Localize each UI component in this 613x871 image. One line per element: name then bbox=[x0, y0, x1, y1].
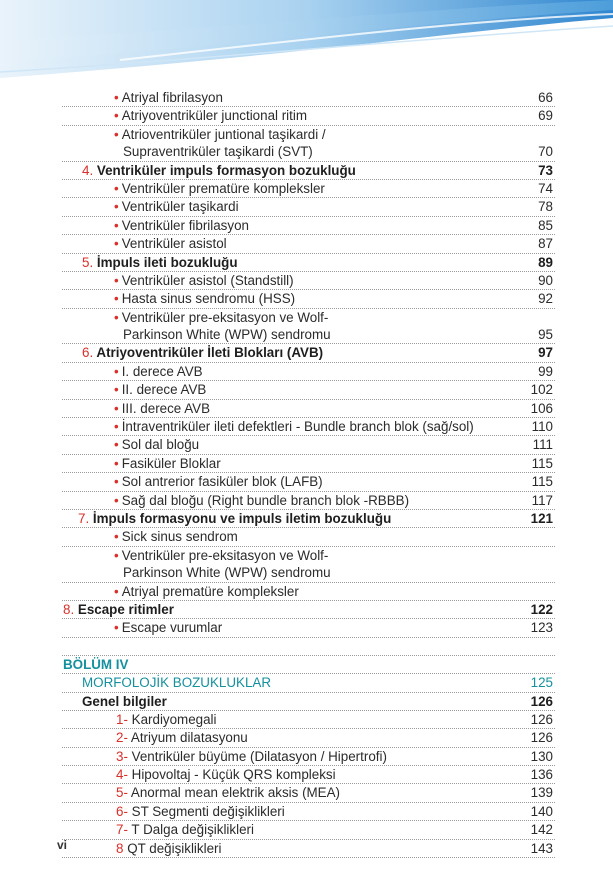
toc-heading[interactable] bbox=[62, 510, 555, 528]
toc-heading-title: MORFOLOJİK BOZUKLUKLAR bbox=[82, 675, 271, 691]
bullet-icon: • bbox=[114, 291, 119, 307]
toc-entry[interactable] bbox=[62, 547, 555, 564]
toc-entry-title: Hipovoltaj - Küçük QRS kompleksi bbox=[131, 767, 336, 783]
toc-entry-title: T Dalga değişiklikleri bbox=[131, 822, 254, 838]
toc-page-number: 85 bbox=[538, 217, 553, 233]
decorative-header-banner bbox=[0, 0, 613, 90]
toc-entry[interactable] bbox=[62, 473, 555, 491]
toc-entry-title: III. derece AVB bbox=[121, 400, 211, 416]
toc-page-number: 110 bbox=[531, 419, 553, 435]
toc-page-number: 66 bbox=[538, 90, 553, 105]
toc-entry-title: Supraventriküler taşikardi (SVT) bbox=[123, 144, 313, 160]
toc-entry[interactable] bbox=[62, 198, 555, 216]
toc-entry[interactable] bbox=[62, 89, 555, 107]
toc-entry-title: Sağ dal bloğu (Right bundle branch blok -RBBB) bbox=[121, 492, 410, 508]
bullet-icon: • bbox=[114, 400, 119, 416]
toc-page-number: 126 bbox=[530, 711, 553, 727]
toc-heading-title: İmpuls formasyonu ve impuls iletim bozukluğu bbox=[92, 510, 392, 526]
bullet-icon: • bbox=[114, 108, 119, 124]
toc-entry[interactable] bbox=[62, 309, 555, 326]
toc-entry-title: Atriyal prematüre kompleksler bbox=[121, 583, 299, 599]
toc-heading[interactable] bbox=[62, 344, 555, 362]
toc-entry-title: Ventriküler fibrilasyon bbox=[121, 217, 249, 233]
bullet-icon: • bbox=[114, 272, 119, 288]
item-number: 2- bbox=[116, 730, 128, 746]
toc-entry-title: Ventriküler asistol (Standstill) bbox=[121, 272, 294, 288]
toc-page-number: 142 bbox=[530, 822, 553, 838]
toc-entry[interactable] bbox=[62, 107, 555, 125]
toc-entry-title: Ventriküler taşikardi bbox=[121, 199, 239, 215]
toc-page-number: 70 bbox=[538, 144, 553, 160]
item-number: 8 bbox=[116, 840, 124, 856]
toc-entry[interactable] bbox=[62, 528, 555, 546]
toc-entry-title: Escape vurumlar bbox=[121, 620, 223, 636]
toc-entry[interactable] bbox=[62, 400, 555, 418]
bullet-icon: • bbox=[114, 547, 119, 563]
toc-entry-title: Sick sinus sendrom bbox=[121, 529, 238, 545]
bullet-icon: • bbox=[114, 180, 119, 196]
toc-heading-title: Ventriküler impuls formasyon bozukluğu bbox=[96, 162, 356, 178]
toc-entry[interactable] bbox=[62, 455, 555, 473]
toc-entry-title: Ventriküler pre-eksitasyon ve Wolf- bbox=[121, 547, 329, 563]
toc-entry[interactable] bbox=[62, 363, 555, 381]
toc-entry-title: Sol antrerior fasiküler blok (LAFB) bbox=[121, 474, 323, 490]
toc-entry[interactable] bbox=[62, 766, 555, 784]
item-number: 3- bbox=[116, 748, 128, 764]
toc-page-number: 111 bbox=[532, 437, 553, 453]
bullet-icon: • bbox=[114, 529, 119, 545]
toc-entry-title: I. derece AVB bbox=[121, 363, 203, 379]
toc-page-number: 136 bbox=[530, 767, 553, 783]
toc-heading[interactable] bbox=[62, 674, 555, 692]
toc-entry-title: Anormal mean elektrik aksis (MEA) bbox=[130, 785, 341, 801]
toc-entry-continuation[interactable] bbox=[62, 143, 555, 161]
toc-page-number: 97 bbox=[538, 345, 553, 361]
item-number: 5- bbox=[116, 785, 128, 801]
toc-heading-title: Atriyoventriküler İleti Blokları (AVB) bbox=[96, 345, 324, 361]
toc-heading[interactable] bbox=[62, 693, 555, 711]
bullet-icon: • bbox=[114, 620, 119, 636]
toc-entry[interactable] bbox=[62, 619, 555, 637]
toc-entry[interactable] bbox=[62, 821, 555, 839]
toc-page-number: 140 bbox=[530, 803, 553, 819]
heading-number: 7. bbox=[78, 510, 90, 526]
toc-entry-title: ST Segmenti değişiklikleri bbox=[131, 803, 285, 819]
toc-heading-title: İmpuls ileti bozukluğu bbox=[96, 254, 238, 270]
bullet-icon: • bbox=[114, 309, 119, 325]
toc-page-number: 69 bbox=[538, 108, 553, 124]
toc-page-number: 73 bbox=[538, 162, 553, 178]
toc-entry-title: Hasta sinus sendromu (HSS) bbox=[121, 291, 296, 307]
toc-entry[interactable] bbox=[62, 803, 555, 821]
toc-entry[interactable] bbox=[62, 583, 555, 601]
toc-entry-title: QT değişiklikleri bbox=[127, 840, 222, 856]
toc-page-number: 117 bbox=[531, 492, 553, 508]
heading-number: 4. bbox=[82, 162, 94, 178]
bullet-icon: • bbox=[114, 382, 119, 398]
item-number: 4- bbox=[116, 767, 128, 783]
toc-entry-title: Parkinson White (WPW) sendromu bbox=[123, 327, 331, 343]
toc-page-number: 130 bbox=[530, 748, 553, 764]
toc-entry-title: Atriyoventriküler junctional ritim bbox=[121, 108, 308, 124]
toc-page-number: 126 bbox=[530, 693, 553, 709]
toc-entry[interactable] bbox=[62, 711, 555, 729]
toc-heading-title: Escape ritimler bbox=[77, 601, 174, 617]
bullet-icon: • bbox=[114, 236, 119, 252]
heading-number: 6. bbox=[82, 345, 94, 361]
toc-entry[interactable] bbox=[62, 381, 555, 399]
toc-page-number: 139 bbox=[530, 785, 553, 801]
toc-entry[interactable] bbox=[62, 729, 555, 747]
toc-entry[interactable] bbox=[62, 235, 555, 253]
toc-page-number: 90 bbox=[538, 272, 553, 288]
item-number: 7- bbox=[116, 822, 128, 838]
bullet-icon: • bbox=[114, 437, 119, 453]
toc-heading[interactable] bbox=[62, 601, 555, 619]
item-number: 6- bbox=[116, 803, 128, 819]
toc-page-number: 99 bbox=[538, 363, 553, 379]
toc-page-number: 125 bbox=[530, 675, 553, 691]
bullet-icon: • bbox=[114, 492, 119, 508]
bullet-icon: • bbox=[114, 199, 119, 215]
toc-entry-title: Fasiküler Bloklar bbox=[121, 455, 221, 471]
toc-heading[interactable] bbox=[62, 254, 555, 272]
toc-page-number: 95 bbox=[538, 327, 553, 343]
toc-page-number: 74 bbox=[538, 180, 553, 196]
toc-entry[interactable] bbox=[62, 784, 555, 802]
toc-entry[interactable] bbox=[62, 126, 555, 143]
toc-entry-title: Parkinson White (WPW) sendromu bbox=[123, 565, 331, 581]
toc-entry[interactable] bbox=[62, 492, 555, 510]
toc-entry-title: Atriyal fibrilasyon bbox=[121, 90, 223, 105]
toc-entry-title: Kardiyomegali bbox=[131, 711, 217, 727]
bullet-icon: • bbox=[114, 90, 119, 105]
bullet-icon: • bbox=[114, 126, 119, 142]
toc-page-number: 121 bbox=[530, 510, 553, 526]
toc-page-number: 123 bbox=[530, 620, 553, 636]
toc-page-number: 89 bbox=[538, 254, 553, 270]
toc-heading-title: Genel bilgiler bbox=[82, 693, 167, 709]
toc-entry-title: II. derece AVB bbox=[121, 382, 207, 398]
toc-entry[interactable] bbox=[62, 272, 555, 290]
toc-page-number: 78 bbox=[538, 199, 553, 215]
toc-entry[interactable] bbox=[62, 840, 555, 858]
toc-entry[interactable] bbox=[62, 418, 555, 436]
toc-page-number: 122 bbox=[530, 601, 553, 617]
toc-entry-title: Ventriküler büyüme (Dilatasyon / Hipertrofi) bbox=[131, 748, 387, 764]
toc-heading[interactable] bbox=[62, 162, 555, 180]
table-of-contents bbox=[62, 89, 555, 858]
toc-entry[interactable] bbox=[62, 290, 555, 308]
toc-page-number: 92 bbox=[538, 291, 553, 307]
toc-page-number: 87 bbox=[538, 236, 553, 252]
spacer-row bbox=[62, 638, 555, 656]
toc-entry-title: Ventriküler asistol bbox=[121, 236, 227, 252]
toc-page-number: 115 bbox=[531, 455, 553, 471]
toc-entry-continuation[interactable] bbox=[62, 326, 555, 344]
toc-entry[interactable] bbox=[62, 436, 555, 454]
toc-page-number: 115 bbox=[531, 474, 553, 490]
section-label: BÖLÜM IV bbox=[63, 656, 129, 672]
toc-entry-title: Ventriküler prematüre kompleksler bbox=[121, 180, 325, 196]
heading-number: 5. bbox=[82, 254, 94, 270]
bullet-icon: • bbox=[114, 455, 119, 471]
toc-entry[interactable] bbox=[62, 217, 555, 235]
bullet-icon: • bbox=[114, 583, 119, 599]
toc-page-number: 126 bbox=[530, 730, 553, 746]
toc-entry[interactable] bbox=[62, 748, 555, 766]
toc-entry-title: Atriyum dilatasyonu bbox=[130, 730, 248, 746]
bullet-icon: • bbox=[114, 363, 119, 379]
bullet-icon: • bbox=[114, 419, 119, 435]
page-number-footer: vi bbox=[57, 838, 68, 852]
toc-entry-title: İntraventriküler ileti defektleri - Bundle branch blok (sağ/sol) bbox=[121, 419, 474, 435]
toc-entry-title: Atrioventriküler juntional taşikardi / bbox=[121, 126, 326, 142]
toc-entry-continuation[interactable] bbox=[62, 564, 555, 582]
bullet-icon: • bbox=[114, 474, 119, 490]
toc-page-number: 102 bbox=[530, 382, 553, 398]
section-heading bbox=[62, 656, 555, 674]
toc-entry[interactable] bbox=[62, 180, 555, 198]
bullet-icon: • bbox=[114, 217, 119, 233]
toc-entry-title: Sol dal bloğu bbox=[121, 437, 200, 453]
toc-entry-title: Ventriküler pre-eksitasyon ve Wolf- bbox=[121, 309, 329, 325]
item-number: 1- bbox=[116, 711, 128, 727]
heading-number: 8. bbox=[63, 601, 75, 617]
toc-page-number: 143 bbox=[530, 840, 553, 856]
toc-page-number: 106 bbox=[530, 400, 553, 416]
